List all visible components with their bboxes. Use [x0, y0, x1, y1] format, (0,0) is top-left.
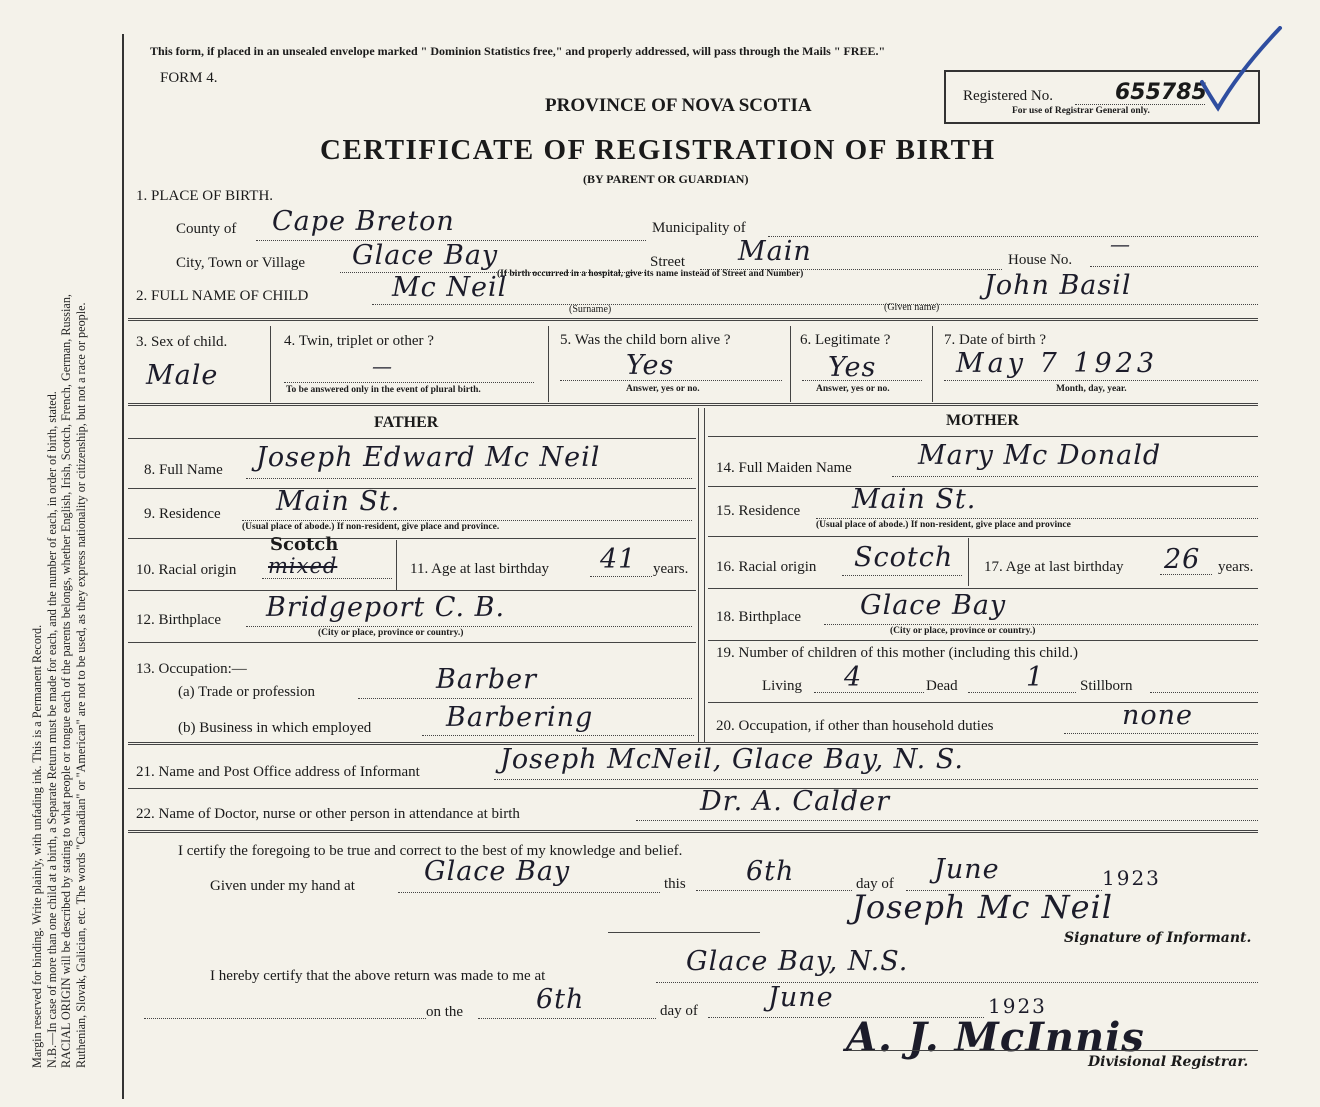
twin-label: 4. Twin, triplet or other ?	[284, 333, 434, 349]
father-name-line	[246, 478, 692, 479]
twin-note: To be answered only in the event of plural birth.	[286, 385, 481, 395]
doctor-value: Dr. A. Calder	[700, 786, 890, 817]
mother-racial-divider	[968, 538, 969, 586]
separator-2	[128, 403, 1258, 406]
father-trade-line	[358, 698, 692, 699]
margin-line-1: Margin reserved for binding. Write plainly, with unfading ink. This is a Permanent Record.	[30, 624, 44, 1068]
mother-stillborn-label: Stillborn	[1080, 678, 1133, 694]
father-birthplace-value: Bridgeport C. B.	[266, 592, 506, 623]
father-rule-3	[128, 590, 696, 591]
col-divider-2	[548, 326, 549, 402]
mother-dead-value: 1	[1026, 662, 1045, 693]
father-birthplace-note: (City or place, province or country.)	[318, 628, 464, 638]
this-label: this	[664, 876, 686, 892]
mother-residence-line	[816, 518, 1258, 519]
registrar-note: For use of Registrar General only.	[1012, 106, 1150, 116]
col-divider-3	[790, 326, 791, 402]
father-residence-line	[242, 520, 692, 521]
margin-line-4: Ruthenian, Slovak, Galician, etc. The words "Canadian" or "American" are not to be used, as they express nationality or citizenship, but not a race or people.	[73, 302, 88, 1068]
mother-living-label: Living	[762, 678, 802, 694]
margin-instructions	[30, 0, 150, 1080]
mother-birthplace-line	[824, 624, 1258, 625]
father-birthplace-line	[246, 626, 692, 627]
county-label: County of	[176, 221, 237, 237]
informant-label: 21. Name and Post Office address of Informant	[136, 764, 420, 780]
col-divider-4	[932, 326, 933, 402]
father-trade-label: (a) Trade or profession	[178, 684, 316, 700]
father-racial-label: 10. Racial origin	[136, 562, 237, 578]
mother-dead-line	[968, 692, 1076, 693]
house-label: House No.	[1008, 252, 1073, 268]
separator-4	[128, 830, 1258, 833]
year-value: 1923	[1102, 866, 1161, 890]
this-value: 6th	[746, 856, 795, 887]
informant-line	[494, 779, 1258, 780]
street-value: Main	[738, 236, 812, 267]
father-years-label: years.	[653, 561, 689, 577]
mother-living-value: 4	[844, 662, 863, 693]
day-of-value-2: June	[768, 982, 834, 1013]
child-name-label: 2. FULL NAME OF CHILD	[136, 288, 309, 304]
sex-label: 3. Sex of child.	[136, 334, 228, 350]
place-of-birth-heading: 1. PLACE OF BIRTH.	[136, 188, 274, 204]
mother-rule-3	[708, 588, 1258, 589]
parent-divider-right	[704, 408, 705, 742]
on-the-lead-line	[144, 1018, 426, 1019]
mother-birthplace-value: Glace Bay	[860, 590, 1007, 621]
informant-value: Joseph McNeil, Glace Bay, N. S.	[500, 744, 964, 775]
given-at-place: Glace Bay	[424, 856, 571, 887]
child-name-line	[372, 304, 1258, 305]
twin-value: —	[372, 354, 393, 378]
dob-note: Month, day, year.	[1056, 384, 1127, 394]
father-age-label: 11. Age at last birthday	[410, 561, 549, 577]
city-label: City, Town or Village	[176, 255, 306, 271]
binding-line	[122, 34, 124, 1099]
mother-residence-label: 15. Residence	[716, 503, 801, 519]
municipality-line	[768, 236, 1258, 237]
certify-statement: I certify the foregoing to be true and correct to the best of my knowledge and belief.	[178, 843, 683, 859]
legitimate-value: Yes	[828, 352, 877, 383]
registrar-place-line	[656, 982, 1258, 983]
mother-heading-rule	[708, 436, 1258, 437]
child-given-name: John Basil	[984, 270, 1132, 301]
informant-signature-caption: Signature of Informant.	[1064, 930, 1252, 946]
father-heading-rule	[128, 438, 696, 439]
mother-name-label: 14. Full Maiden Name	[716, 460, 852, 476]
separator-1	[128, 318, 1258, 321]
on-the-value: 6th	[536, 984, 585, 1015]
alive-value: Yes	[626, 350, 675, 381]
father-trade-value: Barber	[436, 664, 538, 695]
day-of-label-2: day of	[660, 1003, 698, 1019]
house-line	[1090, 266, 1258, 267]
dob-line	[944, 380, 1258, 381]
municipality-label: Municipality of	[652, 220, 746, 236]
given-at-line	[398, 892, 660, 893]
mother-residence-note: (Usual place of abode.) If non-resident, give place and province	[816, 520, 1071, 530]
father-residence-value: Main St.	[276, 486, 401, 517]
informant-rule	[128, 788, 1258, 789]
mother-name-value: Mary Mc Donald	[918, 440, 1162, 471]
registrar-statement: I hereby certify that the above return was made to me at	[210, 968, 546, 984]
father-heading: FATHER	[374, 414, 439, 431]
parent-divider-left	[698, 408, 699, 742]
registrar-caption: Divisional Registrar.	[1088, 1054, 1249, 1070]
mother-years-label: years.	[1218, 559, 1254, 575]
mother-rule-2	[708, 536, 1258, 537]
mother-rule-4	[708, 640, 1258, 641]
given-at-label: Given under my hand at	[210, 878, 355, 894]
mother-age-value: 26	[1164, 544, 1201, 575]
certificate-title: CERTIFICATE OF REGISTRATION OF BIRTH	[320, 134, 996, 166]
mother-residence-value: Main St.	[852, 484, 977, 515]
father-age-value: 41	[600, 544, 637, 575]
father-business-line	[422, 735, 694, 736]
hospital-note: (If birth occurred in a hospital, give its name instead of Street and Number)	[497, 269, 804, 279]
doctor-line	[636, 820, 1258, 821]
mother-birthplace-note: (City or place, province or country.)	[890, 626, 1036, 636]
on-the-label: on the	[426, 1004, 464, 1020]
province-heading: PROVINCE OF NOVA SCOTIA	[545, 95, 812, 116]
given-name-caption: (Given name)	[884, 302, 940, 313]
father-rule-4	[128, 642, 696, 643]
mother-occupation-value: none	[1122, 700, 1194, 731]
mother-name-line	[892, 476, 1258, 477]
sex-value: Male	[146, 360, 219, 391]
dob-label: 7. Date of birth ?	[944, 332, 1047, 348]
this-line	[696, 890, 852, 891]
father-residence-label: 9. Residence	[144, 506, 221, 522]
father-occupation-heading: 13. Occupation:—	[136, 661, 247, 677]
father-business-value: Barbering	[446, 702, 594, 733]
mother-age-label: 17. Age at last birthday	[984, 559, 1124, 575]
mother-dead-label: Dead	[926, 678, 958, 694]
twin-line	[284, 382, 534, 383]
mother-stillborn-line	[1150, 692, 1258, 693]
surname-caption: (Surname)	[569, 304, 612, 315]
col-divider-1	[270, 326, 271, 402]
registered-label: Registered No.	[963, 88, 1053, 104]
margin-line-3: RACIAL ORIGIN will be described by stating to what people or tongue each of the parents belongs, whether English, Irish, Scotch, French, German, Russian,	[59, 294, 73, 1068]
father-rule-2	[128, 538, 696, 539]
mother-racial-line	[842, 575, 962, 576]
alive-note: Answer, yes or no.	[626, 384, 700, 394]
mother-heading: MOTHER	[946, 412, 1019, 429]
mother-racial-value: Scotch	[854, 542, 954, 573]
house-value: —	[1110, 232, 1131, 256]
registrar-place: Glace Bay, N.S.	[686, 946, 909, 977]
mother-occupation-label: 20. Occupation, if other than household duties	[716, 718, 994, 734]
father-business-label: (b) Business in which employed	[178, 720, 372, 736]
father-residence-note: (Usual place of abode.) If non-resident, give place and province.	[242, 522, 500, 532]
father-birthplace-label: 12. Birthplace	[136, 612, 221, 628]
mail-notice: This form, if placed in an unsealed envelope marked " Dominion Statistics free," and properly addressed, will pass through the Mails " FREE."	[150, 44, 886, 58]
county-value: Cape Breton	[272, 206, 455, 237]
registrar-rule	[848, 1050, 1258, 1051]
street-label: Street	[650, 254, 685, 270]
father-age-line	[590, 576, 652, 577]
legitimate-note: Answer, yes or no.	[816, 384, 890, 394]
checkmark-icon	[1200, 26, 1284, 112]
doctor-label: 22. Name of Doctor, nurse or other person in attendance at birth	[136, 806, 520, 822]
registered-number: 655785	[1115, 80, 1207, 105]
mother-children-label: 19. Number of children of this mother (including this child.)	[716, 645, 1079, 661]
legitimate-label: 6. Legitimate ?	[800, 332, 891, 348]
mother-living-line	[814, 692, 924, 693]
child-surname: Mc Neil	[392, 272, 508, 303]
mother-rule-1	[708, 486, 1258, 487]
dob-value: May 7 1923	[956, 348, 1159, 379]
mother-racial-label: 16. Racial origin	[716, 559, 817, 575]
city-value: Glace Bay	[352, 240, 499, 271]
certificate-subtitle: (BY PARENT OR GUARDIAN)	[583, 172, 749, 186]
father-racial-line	[262, 578, 392, 579]
alive-label: 5. Was the child born alive ?	[560, 332, 731, 348]
day-of-value: June	[934, 854, 1000, 885]
father-name-label: 8. Full Name	[144, 462, 223, 478]
father-racial-struck: mixed	[268, 554, 338, 578]
signature-rule	[608, 932, 760, 933]
mother-birthplace-label: 18. Birthplace	[716, 609, 801, 625]
year-value-2: 1923	[988, 994, 1047, 1018]
father-name-value: Joseph Edward Mc Neil	[256, 442, 601, 473]
father-racial-value: Scotch	[270, 534, 339, 555]
day-of-label: day of	[856, 876, 894, 892]
margin-line-2: N.B.—In case of more than one child at a birth, a Separate Return must be made for each, and the number of each, in order of birth, stated.	[44, 391, 59, 1068]
on-the-line	[478, 1018, 656, 1019]
father-rule-1	[128, 488, 696, 489]
registrar-signature: A. J. McInnis	[846, 1014, 1145, 1061]
informant-signature: Joseph Mc Neil	[852, 888, 1113, 926]
father-racial-divider	[396, 540, 397, 590]
mother-occupation-line	[1064, 733, 1258, 734]
form-number: FORM 4.	[160, 70, 218, 86]
